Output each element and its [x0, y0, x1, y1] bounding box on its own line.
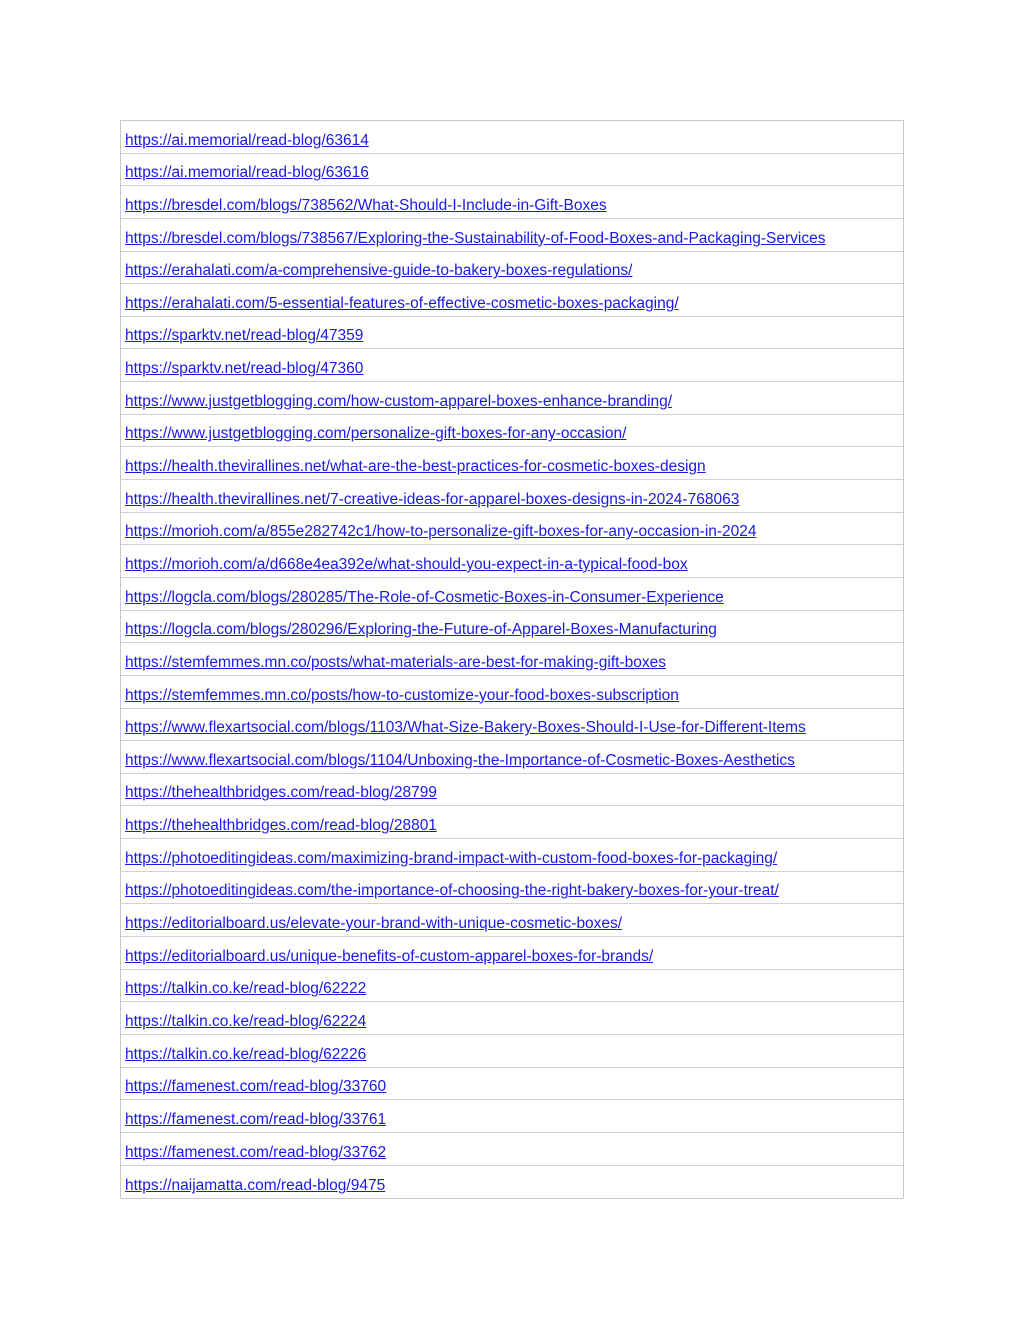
table-row [121, 774, 903, 807]
link[interactable]: https://talkin.co.ke/read-blog/62226 [125, 1045, 367, 1063]
table-row [121, 252, 903, 285]
table-row [121, 806, 903, 839]
table-row [121, 219, 903, 252]
link[interactable]: https://www.justgetblogging.com/how-custom-apparel-boxes-enhance-branding/ [125, 392, 673, 410]
link[interactable]: https://logcla.com/blogs/280285/The-Role-of-Cosmetic-Boxes-in-Consumer-Experience [125, 588, 724, 606]
table-row [121, 872, 903, 905]
table-row [121, 1166, 903, 1199]
link[interactable]: https://morioh.com/a/d668e4ea392e/what-should-you-expect-in-a-typical-food-box [125, 555, 688, 573]
table-row [121, 349, 903, 382]
table-row [121, 578, 903, 611]
table-row [121, 676, 903, 709]
table-row [121, 545, 903, 578]
table-row [121, 709, 903, 742]
link[interactable]: https://erahalati.com/5-essential-features-of-effective-cosmetic-boxes-packaging/ [125, 294, 679, 312]
table-row [121, 513, 903, 546]
link[interactable]: https://editorialboard.us/unique-benefits-of-custom-apparel-boxes-for-brands/ [125, 947, 654, 965]
link[interactable]: https://photoeditingideas.com/maximizing-brand-impact-with-custom-food-boxes-for-packaging/ [125, 849, 778, 867]
link[interactable]: https://www.justgetblogging.com/personalize-gift-boxes-for-any-occasion/ [125, 425, 627, 443]
link[interactable]: https://thehealthbridges.com/read-blog/28799 [125, 784, 437, 802]
link[interactable]: https://sparktv.net/read-blog/47359 [125, 327, 364, 345]
table-row [121, 1002, 903, 1035]
link[interactable]: https://morioh.com/a/855e282742c1/how-to-personalize-gift-boxes-for-any-occasion-in-2024 [125, 523, 757, 541]
table-row [121, 643, 903, 676]
table-row [121, 1068, 903, 1101]
table-row [121, 937, 903, 970]
table-row [121, 1100, 903, 1133]
table-row [121, 415, 903, 448]
link[interactable]: https://erahalati.com/a-comprehensive-guide-to-bakery-boxes-regulations/ [125, 262, 633, 280]
link[interactable]: https://famenest.com/read-blog/33762 [125, 1143, 387, 1161]
link[interactable]: https://www.flexartsocial.com/blogs/1104/Unboxing-the-Importance-of-Cosmetic-Boxes-Aesthetics [125, 751, 795, 769]
table-row [121, 284, 903, 317]
table-row [121, 970, 903, 1003]
link[interactable]: https://ai.memorial/read-blog/63616 [125, 164, 369, 182]
table-row [121, 317, 903, 350]
link[interactable]: https://famenest.com/read-blog/33761 [125, 1110, 387, 1128]
table-row [121, 1133, 903, 1166]
table-row [121, 1035, 903, 1068]
link[interactable]: https://ai.memorial/read-blog/63614 [125, 131, 369, 149]
link[interactable]: https://www.flexartsocial.com/blogs/1103/What-Size-Bakery-Boxes-Should-I-Use-for-Different-Items [125, 719, 806, 737]
table-row [121, 741, 903, 774]
link[interactable]: https://talkin.co.ke/read-blog/62222 [125, 980, 367, 998]
link[interactable]: https://talkin.co.ke/read-blog/62224 [125, 1012, 367, 1030]
table-row [121, 186, 903, 219]
table-row [121, 447, 903, 480]
link[interactable]: https://editorialboard.us/elevate-your-brand-with-unique-cosmetic-boxes/ [125, 915, 623, 933]
link-table [120, 120, 904, 1199]
table-row [121, 611, 903, 644]
link[interactable]: https://stemfemmes.mn.co/posts/how-to-customize-your-food-boxes-subscription [125, 686, 679, 704]
link[interactable]: https://health.thevirallines.net/7-creative-ideas-for-apparel-boxes-designs-in-2024-768063 [125, 490, 740, 508]
link[interactable]: https://famenest.com/read-blog/33760 [125, 1078, 387, 1096]
table-row [121, 904, 903, 937]
link[interactable]: https://logcla.com/blogs/280296/Exploring-the-Future-of-Apparel-Boxes-Manufacturing [125, 621, 717, 639]
link[interactable]: https://naijamatta.com/read-blog/9475 [125, 1177, 386, 1195]
link[interactable]: https://stemfemmes.mn.co/posts/what-materials-are-best-for-making-gift-boxes [125, 653, 666, 671]
table-row [121, 154, 903, 187]
link[interactable]: https://sparktv.net/read-blog/47360 [125, 360, 364, 378]
link[interactable]: https://bresdel.com/blogs/738562/What-Should-I-Include-in-Gift-Boxes [125, 196, 607, 214]
table-row [121, 382, 903, 415]
link[interactable]: https://photoeditingideas.com/the-importance-of-choosing-the-right-bakery-boxes-for-your-treat/ [125, 882, 779, 900]
link[interactable]: https://thehealthbridges.com/read-blog/28801 [125, 817, 437, 835]
table-row [121, 480, 903, 513]
table-row [121, 121, 903, 154]
link[interactable]: https://health.thevirallines.net/what-are-the-best-practices-for-cosmetic-boxes-design [125, 458, 706, 476]
table-row [121, 839, 903, 872]
link[interactable]: https://bresdel.com/blogs/738567/Exploring-the-Sustainability-of-Food-Boxes-and-Packaging-Services [125, 229, 826, 247]
